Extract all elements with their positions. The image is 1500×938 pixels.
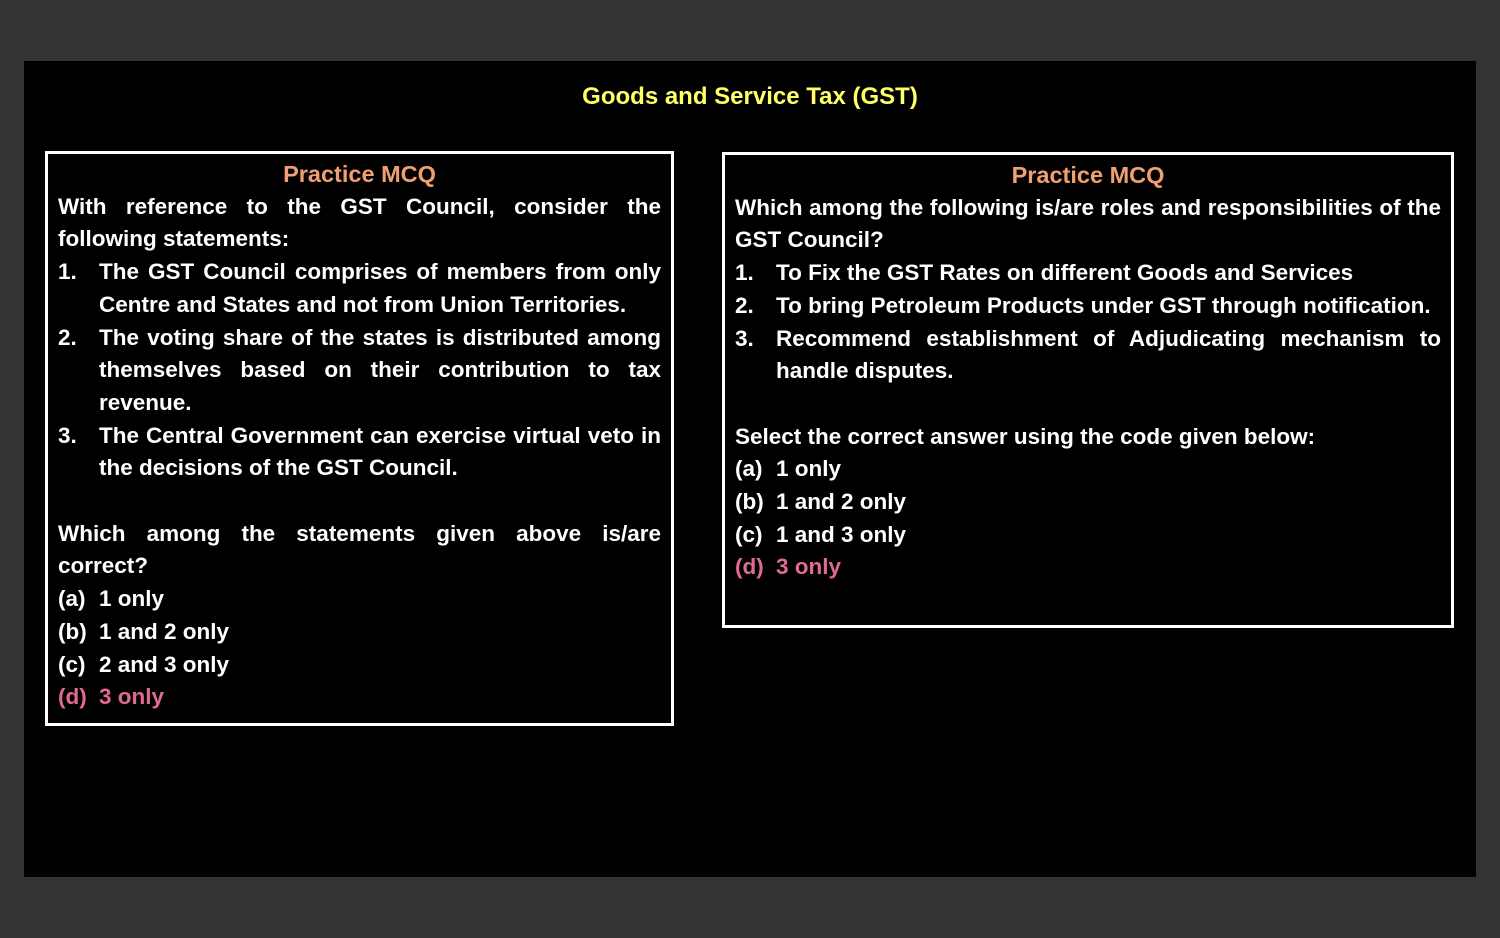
- mcq-card-gst-council-composition: [45, 151, 674, 726]
- question-prompt: Which among the statements given above is/are correct?: [58, 520, 661, 579]
- option-text: 2 and 3 only: [99, 651, 230, 677]
- statement-item: [735, 290, 1441, 323]
- statement-number: 3.: [735, 325, 754, 351]
- spacer: [58, 485, 661, 518]
- option-text: 3 only: [99, 684, 165, 710]
- statement-number: 1.: [735, 260, 754, 286]
- statement-item: [58, 322, 661, 420]
- card-heading: Practice MCQ: [1011, 162, 1165, 188]
- statement-item: [735, 323, 1441, 388]
- option-letter: (b): [735, 489, 764, 515]
- option-letter: (a): [735, 456, 763, 482]
- answer-option-c[interactable]: [58, 649, 661, 682]
- option-text: 1 and 2 only: [776, 489, 907, 515]
- spacer: [735, 388, 1441, 421]
- answer-option-d-correct[interactable]: [735, 551, 1441, 584]
- statement-text: The Central Government can exercise virtual veto in the decisions of the GST Council.: [99, 422, 661, 481]
- option-letter: (b): [58, 618, 87, 644]
- question-prompt: Select the correct answer using the code given below:: [735, 423, 1316, 449]
- statement-item: [58, 256, 661, 321]
- option-text: 1 only: [776, 456, 842, 482]
- statement-item: [58, 420, 661, 485]
- answer-option-b[interactable]: [735, 486, 1441, 519]
- option-letter: (d): [735, 554, 764, 580]
- statement-number: 1.: [58, 259, 77, 285]
- option-text: 1 and 3 only: [776, 521, 907, 547]
- answer-option-a[interactable]: [58, 583, 661, 616]
- statement-number: 2.: [58, 324, 77, 350]
- mcq-card-gst-council-roles: [722, 152, 1454, 628]
- answer-option-b[interactable]: [58, 616, 661, 649]
- slide-title: Goods and Service Tax (GST): [582, 83, 918, 110]
- statement-text: To bring Petroleum Products under GST through notification.: [776, 292, 1431, 318]
- option-letter: (d): [58, 684, 87, 710]
- option-letter: (a): [58, 586, 86, 612]
- statement-number: 2.: [735, 292, 754, 318]
- answer-option-d-correct[interactable]: [58, 681, 661, 714]
- statement-text: The voting share of the states is distributed among themselves based on their contribution to tax revenue.: [99, 324, 661, 415]
- question-intro: With reference to the GST Council, consider the following statements:: [58, 193, 661, 252]
- statement-number: 3.: [58, 422, 77, 448]
- option-text: 1 and 2 only: [99, 618, 230, 644]
- statement-text: To Fix the GST Rates on different Goods and Services: [776, 260, 1354, 286]
- slide: [24, 61, 1476, 877]
- answer-option-c[interactable]: [735, 519, 1441, 552]
- option-letter: (c): [58, 651, 86, 677]
- option-text: 3 only: [776, 554, 842, 580]
- question-intro: Which among the following is/are roles and responsibilities of the GST Council?: [735, 194, 1441, 253]
- answer-option-a[interactable]: [735, 453, 1441, 486]
- statement-text: Recommend establishment of Adjudicating mechanism to handle disputes.: [776, 325, 1441, 384]
- card-heading: Practice MCQ: [283, 161, 436, 187]
- statement-text: The GST Council comprises of members from only Centre and States and not from Union Territories.: [99, 259, 661, 317]
- option-text: 1 only: [99, 586, 165, 612]
- statement-item: [735, 257, 1441, 290]
- option-letter: (c): [735, 521, 763, 547]
